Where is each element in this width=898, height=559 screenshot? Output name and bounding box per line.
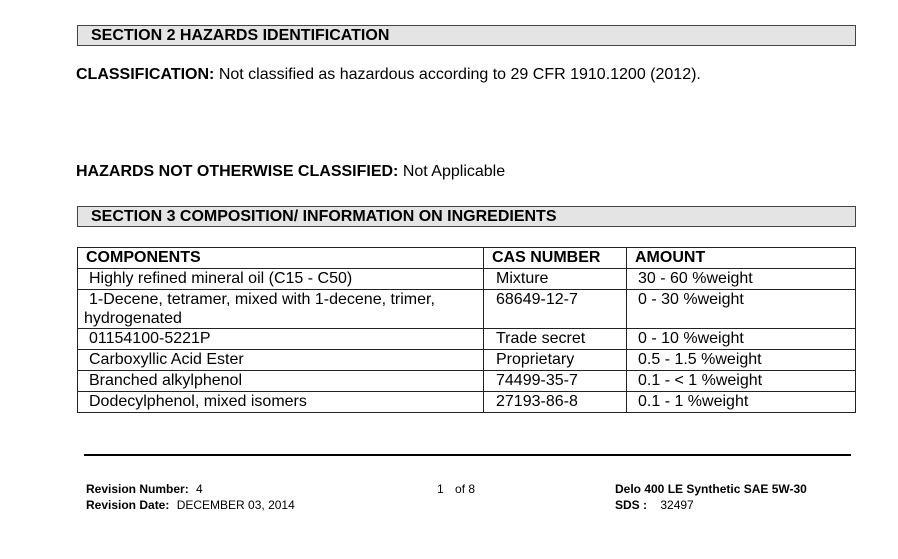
cas-cell: 27193-86-8 [484,392,627,413]
components-table [77,247,856,413]
sds-number-value: 32497 [660,498,694,512]
cas-cell: 74499-35-7 [484,371,627,392]
cas-cell: 68649-12-7 [484,290,627,329]
revision-date [86,497,295,513]
product-name [615,481,807,497]
amount-cell: 0.1 - 1 %weight [627,392,856,413]
product-name-value: Delo 400 LE Synthetic SAE 5W-30 [615,482,807,496]
table-row [78,392,856,413]
amount-cell: 0 - 30 %weight [627,290,856,329]
revision-date-value: DECEMBER 03, 2014 [176,498,295,512]
header-amount: AMOUNT [627,248,856,269]
footer-divider [84,454,851,456]
revision-date-label: Revision Date: [86,498,170,512]
component-cell: Highly refined mineral oil (C15 - C50) [78,269,484,290]
classification-line [76,66,701,84]
classification-label: CLASSIFICATION: [76,66,215,83]
hnoc-value: Not Applicable [402,163,506,180]
cas-cell: Proprietary [484,350,627,371]
amount-cell: 0.5 - 1.5 %weight [627,350,856,371]
table-row [78,350,856,371]
table-row [78,290,856,329]
revision-number-value: 4 [196,482,203,496]
classification-value: Not classified as hazardous according to 29 CFR 1910.1200 (2012). [218,66,701,83]
amount-cell: 30 - 60 %weight [627,269,856,290]
page-total: of 8 [455,482,476,496]
component-cell: 1-Decene, tetramer, mixed with 1-decene, trimer, hydrogenated [78,290,484,329]
page-current: 1 [437,482,444,496]
cas-cell: Trade secret [484,329,627,350]
sds-label: SDS : [615,498,648,512]
component-cell: Branched alkylphenol [78,371,484,392]
section-2-header: SECTION 2 HAZARDS IDENTIFICATION [77,25,856,46]
hnoc-label: HAZARDS NOT OTHERWISE CLASSIFIED: [76,163,399,180]
section-3-header: SECTION 3 COMPOSITION/ INFORMATION ON INGREDIENTS [77,206,856,227]
hnoc-line [76,163,505,181]
sds-number [615,497,694,513]
table-row [78,329,856,350]
header-components: COMPONENTS [78,248,484,269]
component-cell: 01154100-5221P [78,329,484,350]
revision-number [86,481,203,497]
table-header-row [78,248,856,269]
amount-cell: 0 - 10 %weight [627,329,856,350]
component-cell: Carboxyllic Acid Ester [78,350,484,371]
table-row [78,371,856,392]
table-row [78,269,856,290]
page-number [437,481,475,497]
header-cas-number: CAS NUMBER [484,248,627,269]
cas-cell: Mixture [484,269,627,290]
component-cell: Dodecylphenol, mixed isomers [78,392,484,413]
amount-cell: 0.1 - < 1 %weight [627,371,856,392]
revision-number-label: Revision Number: [86,482,189,496]
